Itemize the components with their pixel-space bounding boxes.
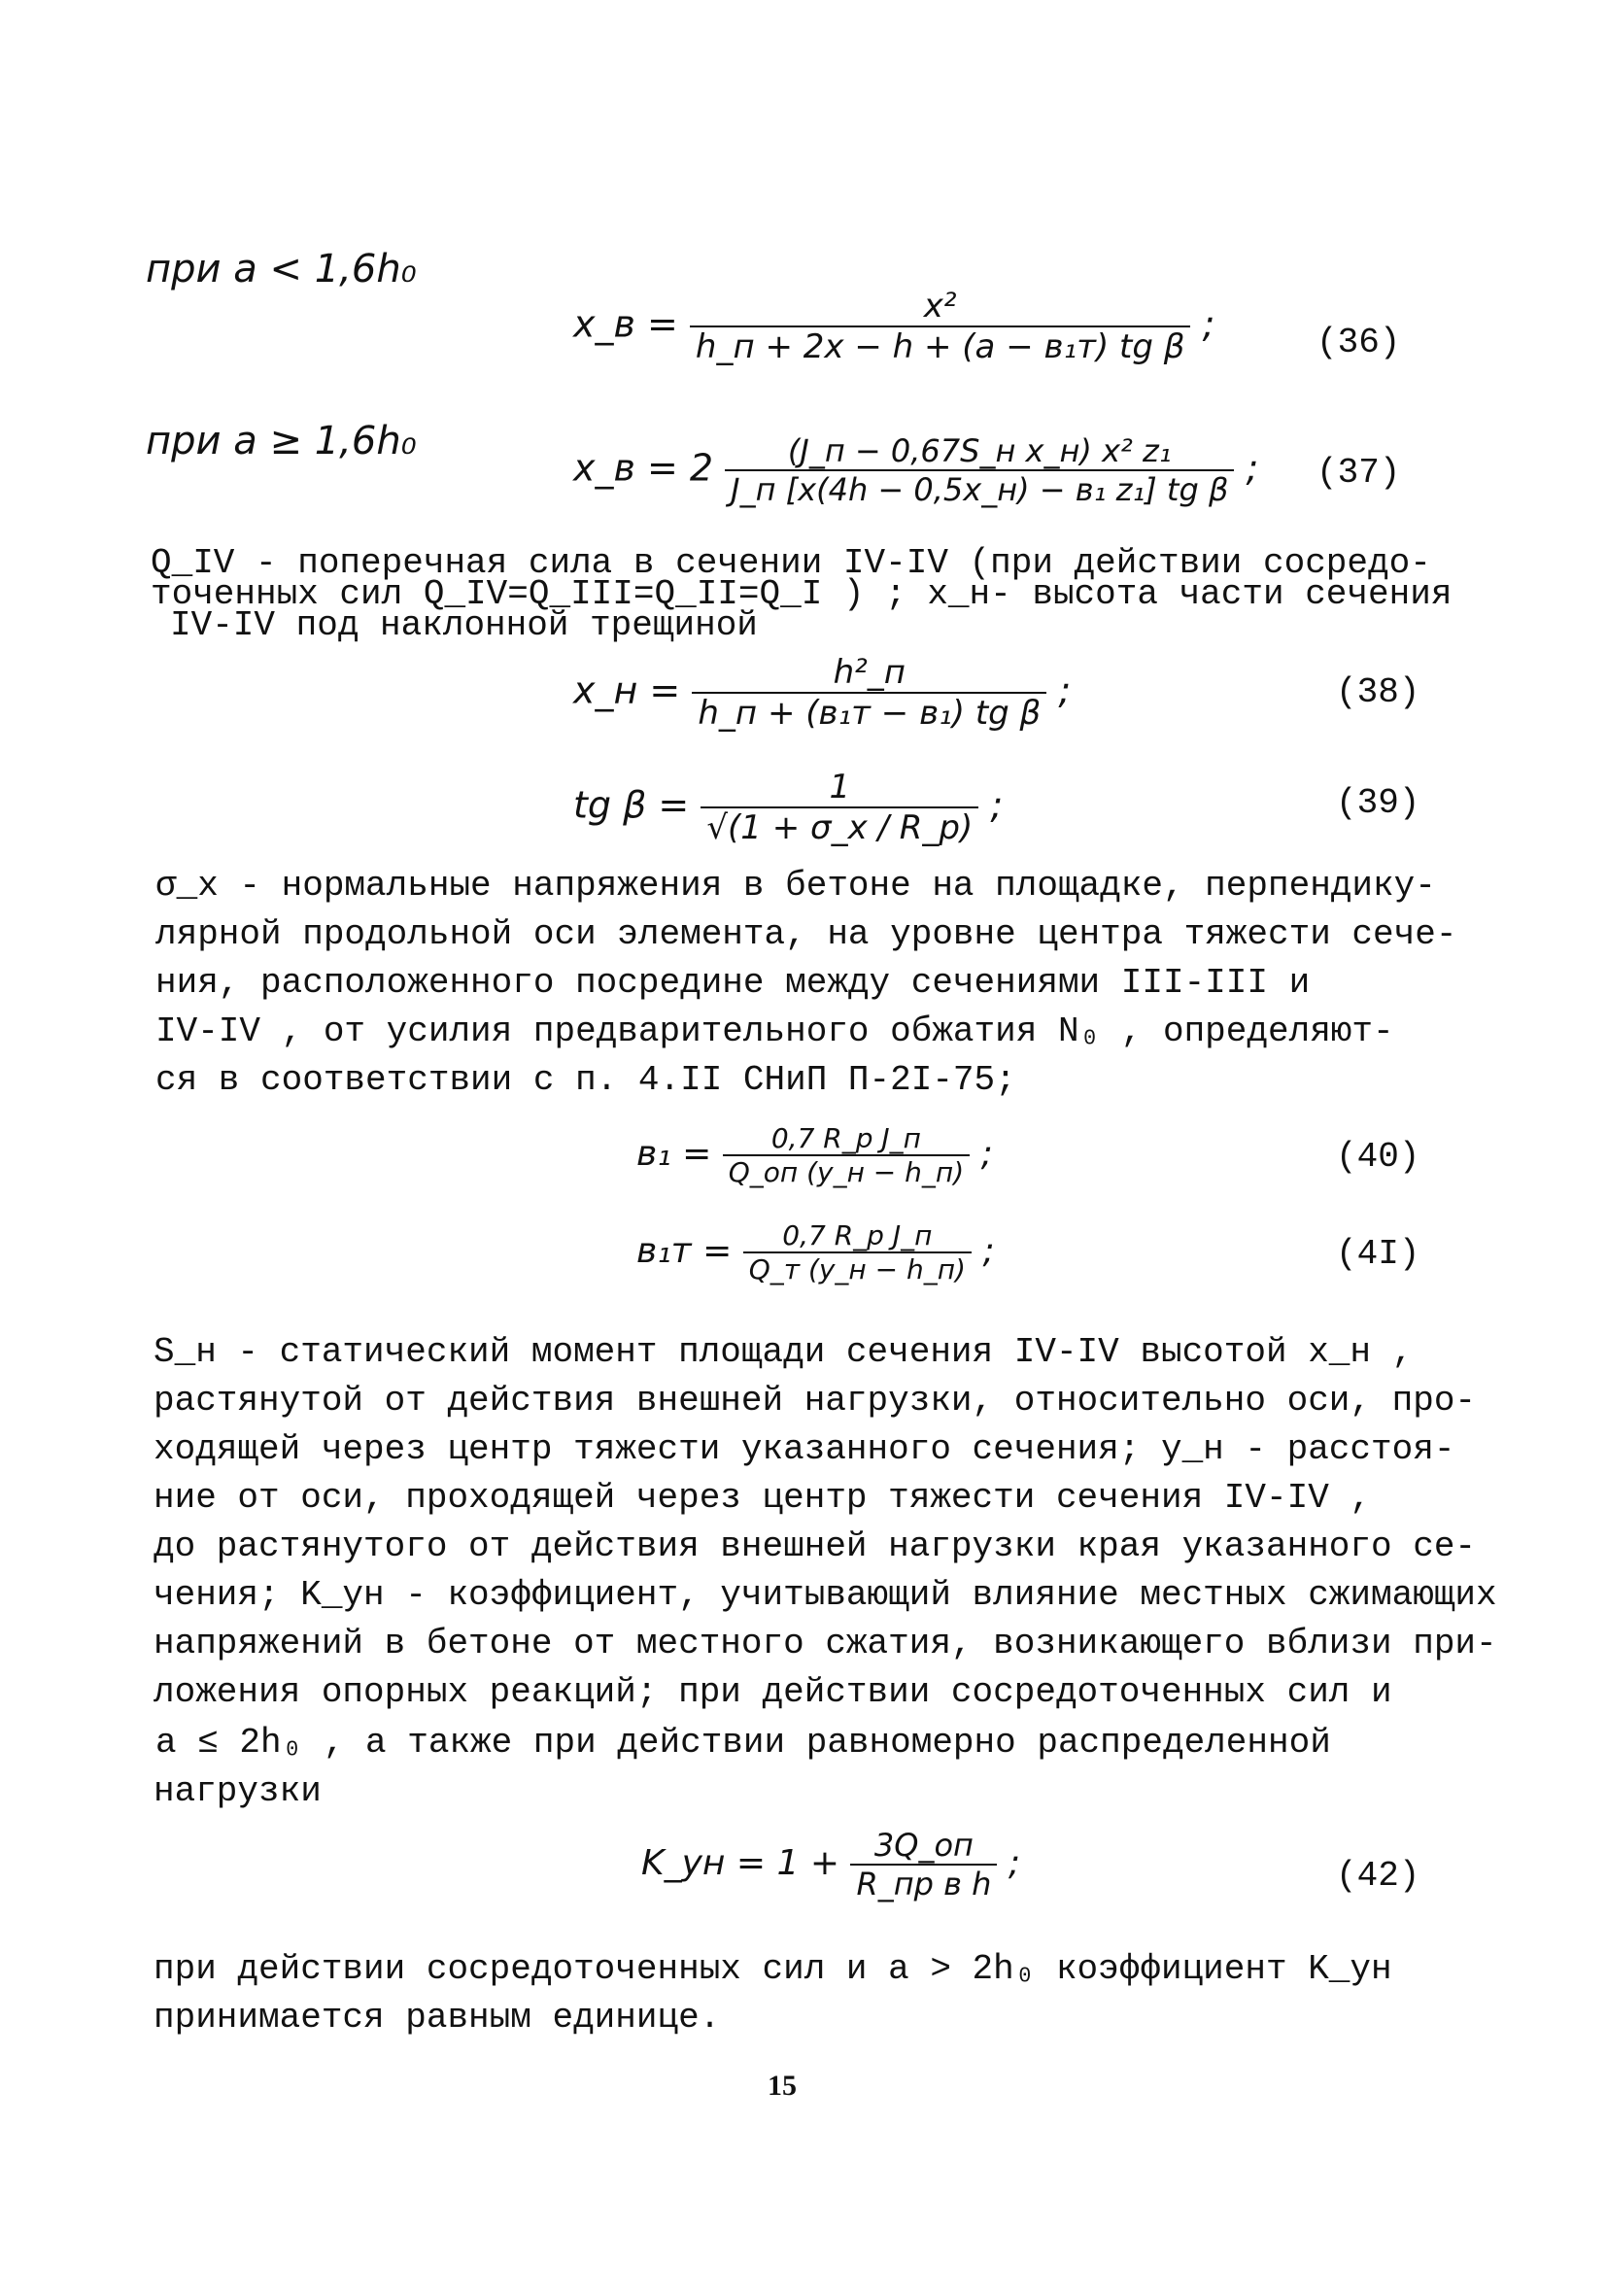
- eq36-denominator: h_п + 2x − h + (a − в₁т) tg β: [695, 327, 1185, 366]
- para2-line5: ся в соответствии с п. 4.II СНиП П-2I-75;: [155, 1060, 1016, 1100]
- para3-line1: S_н - статический момент площади сечения IV-IV высотой x_н ,: [154, 1332, 1414, 1372]
- eq40-fraction: [723, 1122, 970, 1188]
- eq41-lhs: в₁т =: [636, 1231, 733, 1271]
- eq37-numerator: (J_п − 0,67S_н x_н) x² z₁: [725, 432, 1234, 471]
- eq40-number: (40): [1336, 1137, 1420, 1177]
- eq38-numerator: h²_п: [692, 653, 1046, 694]
- para1-line3: IV-IV под наклонной трещиной: [170, 605, 758, 645]
- eq36-tail: ;: [1202, 302, 1215, 346]
- para3-line5: до растянутого от действия внешней нагрузки края указанного се-: [154, 1526, 1477, 1566]
- eq42-number: (42): [1336, 1856, 1420, 1896]
- eq36-numerator: x²: [690, 287, 1191, 327]
- eq37-lhs: x_в = 2: [573, 446, 714, 490]
- eq37-fraction: [725, 432, 1234, 508]
- eq38-formula: [573, 653, 1071, 733]
- eq37-denominator: J_п [x(4h − 0,5x_н) − в₁ z₁] tg β: [731, 471, 1229, 508]
- eq39-tail: ;: [990, 783, 1004, 827]
- para1-line2: точенных сил Q_IV=Q_III=Q_II=Q_I ) ; x_н- высота части сечения: [151, 574, 1453, 614]
- eq38-lhs: x_н =: [573, 668, 681, 712]
- eq39-fraction: [701, 768, 978, 847]
- eq40-denominator: Q_оп (y_н − h_п): [728, 1156, 965, 1188]
- eq42-numerator: 3Q_оп: [850, 1827, 997, 1866]
- eq40-tail: ;: [980, 1134, 993, 1174]
- eq38-denominator: h_п + (в₁т − в₁) tg β: [698, 694, 1042, 733]
- eq41-denominator: Q_т (y_н − h_п): [748, 1253, 966, 1285]
- para3-line3: ходящей через центр тяжести указанного сечения; y_н - расстоя-: [154, 1429, 1455, 1469]
- eq42-denominator: R_пр в h: [856, 1866, 992, 1902]
- para4-line1: при действии сосредоточенных сил и a > 2h₀ коэффициент K_ун: [154, 1949, 1392, 1989]
- eq39-number: (39): [1336, 783, 1420, 823]
- eq39-formula: [573, 768, 1003, 847]
- para4-line2: принимается равным единице.: [154, 1998, 721, 2038]
- eq41-tail: ;: [982, 1231, 995, 1271]
- eq36-formula: [573, 287, 1214, 366]
- para3-line9: a ≤ 2h₀ , а также при действии равномерно распределенной: [155, 1723, 1331, 1763]
- eq36-lhs: x_в =: [573, 302, 678, 346]
- para2-line2: лярной продольной оси элемента, на уровне центра тяжести сече-: [155, 914, 1457, 954]
- eq41-formula: [636, 1219, 995, 1285]
- para2-line1: σ_x - нормальные напряжения в бетоне на площадке, перпендику-: [155, 866, 1436, 906]
- eq38-tail: ;: [1058, 668, 1072, 712]
- eq37-tail: ;: [1246, 446, 1259, 490]
- eq39-lhs: tg β =: [573, 783, 690, 827]
- para3-line2: растянутой от действия внешней нагрузки, относительно оси, про-: [154, 1381, 1477, 1421]
- eq38-fraction: [692, 653, 1046, 733]
- eq37-number: (37): [1316, 453, 1401, 493]
- eq36-number: (36): [1316, 323, 1401, 362]
- eq37-condition: при a ≥ 1,6h₀: [146, 419, 417, 463]
- eq38-number: (38): [1336, 672, 1420, 712]
- eq41-fraction: [743, 1219, 972, 1285]
- eq37-formula: [573, 432, 1258, 508]
- para3-line8: ложения опорных реакций; при действии сосредоточенных сил и: [154, 1672, 1392, 1712]
- para2-line4: IV-IV , от усилия предварительного обжатия N₀ , определяют-: [155, 1011, 1394, 1051]
- eq41-number: (4I): [1336, 1234, 1420, 1274]
- page-number: 15: [768, 2070, 797, 2102]
- eq40-lhs: в₁ =: [636, 1134, 712, 1174]
- para3-line4: ние от оси, проходящей через центр тяжести сечения IV-IV ,: [154, 1478, 1372, 1518]
- para3-line7: напряжений в бетоне от местного сжатия, возникающего вблизи при-: [154, 1624, 1497, 1663]
- eq41-numerator: 0,7 R_p J_п: [743, 1219, 972, 1253]
- eq42-lhs: K_ун = 1 +: [641, 1843, 840, 1883]
- eq40-formula: [636, 1122, 993, 1188]
- eq36-condition: при a < 1,6h₀: [146, 247, 417, 291]
- para3-line10: нагрузки: [154, 1771, 322, 1811]
- eq42-formula: [641, 1827, 1020, 1902]
- eq36-fraction: [690, 287, 1191, 366]
- eq39-denominator: √(1 + σ_x / R_p): [706, 808, 974, 847]
- para2-line3: ния, расположенного посредине между сечениями III-III и: [155, 963, 1311, 1003]
- eq39-numerator: 1: [701, 768, 978, 808]
- eq42-fraction: [850, 1827, 997, 1902]
- para3-line6: чения; K_ун - коэффициент, учитывающий влияние местных сжимающих: [154, 1575, 1497, 1615]
- eq42-tail: ;: [1008, 1843, 1021, 1883]
- eq40-numerator: 0,7 R_p J_п: [723, 1122, 970, 1156]
- para1-line1: Q_IV - поперечная сила в сечении IV-IV (при действии сосредо-: [151, 543, 1431, 583]
